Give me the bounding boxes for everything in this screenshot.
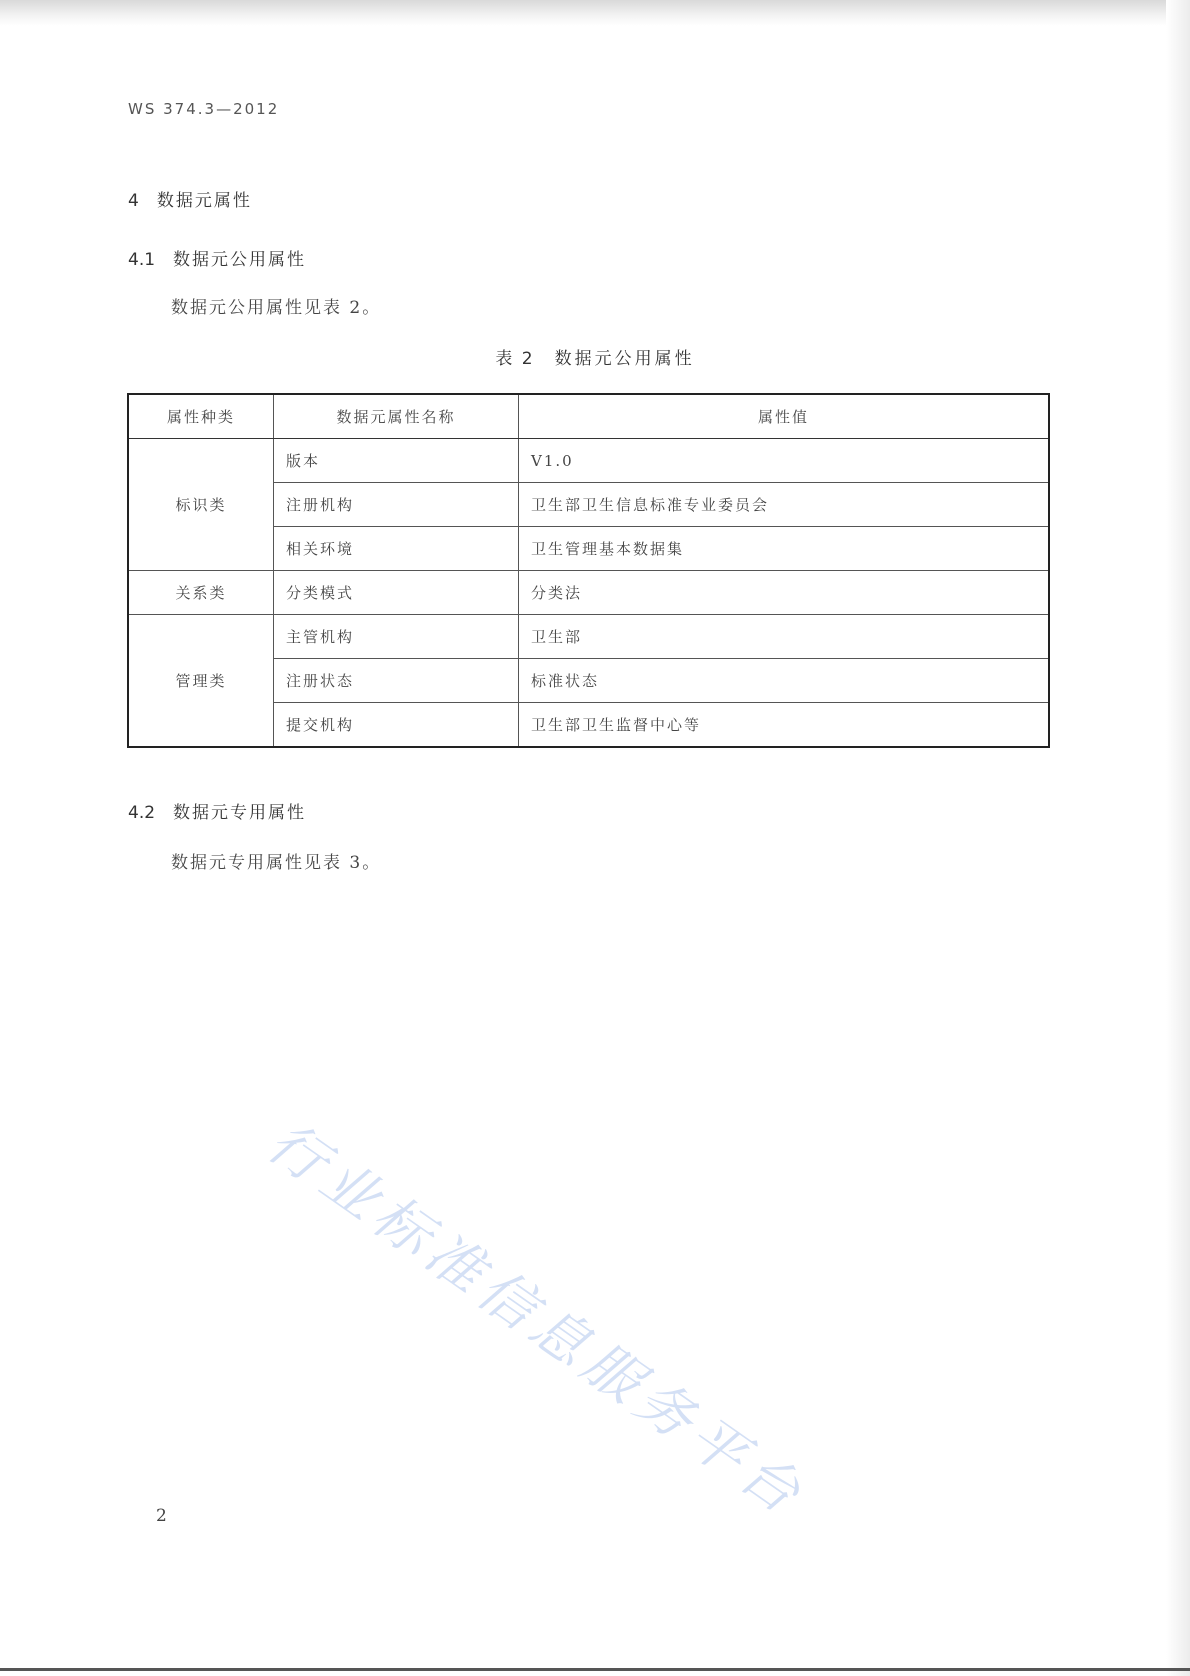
column-header-category: 属性种类 bbox=[128, 394, 274, 439]
table-row bbox=[128, 571, 1049, 615]
attribute-name-cell: 注册状态 bbox=[274, 659, 519, 703]
table-caption-label: 表 2 bbox=[495, 349, 535, 369]
attribute-value-cell: 卫生部卫生信息标准专业委员会 bbox=[519, 483, 1050, 527]
attribute-name-cell: 注册机构 bbox=[274, 483, 519, 527]
table-caption-title: 数据元公用属性 bbox=[554, 349, 695, 369]
attribute-name-cell: 提交机构 bbox=[274, 703, 519, 748]
table-row bbox=[128, 615, 1049, 659]
common-attributes-table bbox=[127, 393, 1050, 748]
table-row bbox=[128, 439, 1049, 483]
scan-shadow-top bbox=[0, 0, 1190, 26]
attribute-value-cell: 卫生部卫生监督中心等 bbox=[519, 703, 1050, 748]
attribute-value-cell: V1.0 bbox=[519, 439, 1050, 483]
attribute-value-cell: 卫生管理基本数据集 bbox=[519, 527, 1050, 571]
section-4-2-paragraph: 数据元专用属性见表 3。 bbox=[171, 853, 382, 873]
section-title: 数据元专用属性 bbox=[173, 803, 307, 823]
attribute-name-cell: 分类模式 bbox=[274, 571, 519, 615]
attribute-name-cell: 相关环境 bbox=[274, 527, 519, 571]
section-4-1-heading bbox=[128, 245, 306, 270]
scan-bottom-rule bbox=[0, 1668, 1190, 1671]
standard-code: WS 374.3—2012 bbox=[128, 100, 280, 118]
attribute-value-cell: 卫生部 bbox=[519, 615, 1050, 659]
column-header-attribute-name: 数据元属性名称 bbox=[274, 394, 519, 439]
section-4-1-paragraph: 数据元公用属性见表 2。 bbox=[171, 298, 382, 318]
attribute-value-cell: 分类法 bbox=[519, 571, 1050, 615]
section-title: 数据元属性 bbox=[156, 191, 252, 211]
section-number: 4.2 bbox=[128, 803, 156, 823]
section-number: 4.1 bbox=[128, 250, 156, 270]
scan-shadow-right bbox=[1166, 0, 1190, 1676]
attribute-name-cell: 版本 bbox=[274, 439, 519, 483]
category-cell: 管理类 bbox=[128, 615, 274, 748]
section-number: 4 bbox=[128, 191, 139, 211]
page-number: 2 bbox=[156, 1506, 167, 1526]
section-4-heading bbox=[128, 186, 252, 211]
section-title: 数据元公用属性 bbox=[173, 250, 307, 270]
attribute-value-cell: 标准状态 bbox=[519, 659, 1050, 703]
table-header-row bbox=[128, 394, 1049, 439]
section-4-2-heading bbox=[128, 798, 306, 823]
column-header-attribute-value: 属性值 bbox=[519, 394, 1050, 439]
category-cell: 标识类 bbox=[128, 439, 274, 571]
table-2-caption bbox=[0, 344, 1190, 369]
watermark: 行业标准信息服务平台 bbox=[255, 1109, 818, 1531]
attribute-name-cell: 主管机构 bbox=[274, 615, 519, 659]
category-cell: 关系类 bbox=[128, 571, 274, 615]
